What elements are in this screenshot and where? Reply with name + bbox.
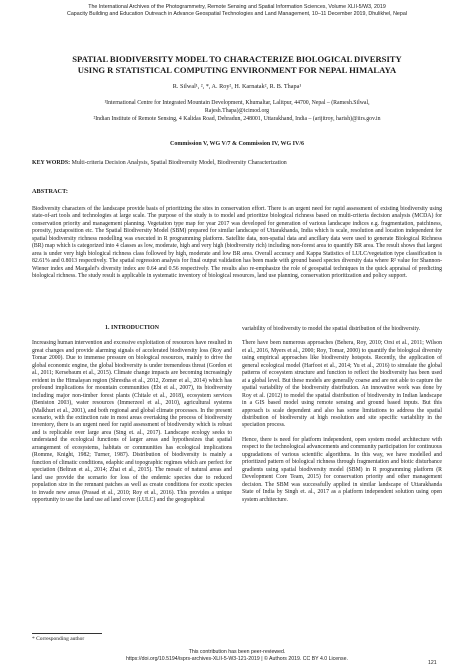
- affiliation-1-line1: ¹International Centre for Integrated Mountain Development, Khumaltar, Lalitpur, 44700, Nepal – (Ramesh.Silwal,: [104, 100, 370, 106]
- page-number: 121: [428, 660, 437, 666]
- author-list: R. Silwal¹, ², *, A. Roy², H. Karnatak², R. B. Thapa¹: [172, 83, 302, 90]
- commission-line: Commission V, WG V/7 & Commission IV, WG IV/6: [169, 141, 305, 147]
- keywords-text: Multi-criteria Decision Analysis, Spatial Biodiversity Model, Biodiversity Characterization: [70, 160, 287, 166]
- affiliation-1-line2: Rajesh.Thapa)@icimod.org: [204, 108, 270, 114]
- intro-paragraph-continued: variability of biodiversity to model the spatial distribution of the biodiversity.: [242, 326, 421, 332]
- footer-peer-reviewed: This contribution has been peer-reviewed.: [188, 649, 286, 655]
- affiliation-2: ²Indian Institute of Remote Sensing, 4 Kalidas Road, Dehradun, 248001, Uttarakhand, India – (arijitroy, harish)@iirs.gov.in: [93, 116, 381, 122]
- footnote-corresponding-author: * Corresponding author: [32, 636, 85, 642]
- title-line2: USING R STATISTICAL COMPUTING ENVIRONMENT FOR NEPAL HIMALAYA: [77, 65, 397, 75]
- keywords-label: KEY WORDS:: [32, 160, 71, 166]
- abstract-heading: ABSTRACT:: [32, 188, 68, 195]
- left-column: [32, 325, 232, 511]
- section-heading-introduction: 1. INTRODUCTION: [104, 325, 159, 331]
- keywords: [32, 160, 442, 166]
- footnote-rule: [32, 633, 102, 634]
- intro-paragraph-3: Hence, there is need for platform independent, open system model architecture with respect to the technological advancements and community participation for continuous upgradations of various scientific algorithms. In this way, we have modelled and prioritized pattern of biological richness through fragmentation and biotic disturbance gradients using spatial biodiversity model (SBM) in R programming platform (R Development Core Team, 2015) for conservation priority and other management decision. The SBM was successfully applied in similar landscape of Uttarakhanda State of India by Singh et. al., 2017 as a platform independent solution using open system architecture.: [242, 436, 442, 503]
- intro-paragraph-2: There have been numerous approaches (Behera, Roy, 2010; Orsi et al., 2011; Wilson et al., 2016, Myers et al., 2000; Roy, Tomar, 2000) to quantify the biological diversity using empirical approaches like biodiversity hotspots. Recently, the application of general ecological model (Harfoot et al., 2014; Yu et al., 2016) to simulate the global patterns of ecosystem structure and function to reflect the biodiversity has been used at a global level. But these models are generally coarse and are not able to capture the spatial variability of the biodiversity distribution. An innovative work was done by Roy et al. (2012) to model the spatial distribution of biodiversity in Indian landscape in a GIS based model using remote sensing and ground based inputs. But this approach is scale dependent and also has some limitations to address the spatial distribution of biodiversity at high resolution and site specific variability in the speciation process.: [242, 340, 442, 429]
- title-line1: SPATIAL BIODIVERSITY MODEL TO CHARACTERIZE BIOLOGICAL DIVERSITY: [72, 54, 402, 64]
- intro-paragraph-1: Increasing human intervention and excessive exploitation of resources have resulted in great changes and provide alarming signals of accelerated biodiversity loss (Roy and Tomar 2000). Due to immense pressure on biological resources, mainly to drive the global economic engine, the global biodiversity is under tremendous threat (Gordon et al., 2011; Kersebaum et al., 2015). Climate change impacts are becoming increasingly evident in the Himalayan region (Shrestha et al., 2012, Zomer et al., 2014) which has profound implications for mountain communities (Ebi et al., 2007), its biodiversity including major non-timber forest plants (Chitale et al., 2018), ecosystem services (Beniston 2003), water resources (Immerzeel et al., 2010), agricultural systems (Malkhuri et al., 2001), and both regional and global climate processes. In the present scenario, with the extinction rate in most areas overtaking the process of biodiversity inventory, there is an urgent need for rapid assessment of biodiversity which is robust and is replicable over large area (Sing et. al., 2017). Landscape ecology seeks to understand the ecological functions of larger areas and hypothesizes that spatial arrangement of ecosystems, habitats or communities has ecological implications (Romme, Knight, 1982; Turner, 1987). Distribution of biodiversity is mainly a function of climatic conditions, edaphic and topographic regimes which are perfect for speciation (Beltran et al., 2014; Zhai et al., 2015). The mosaic of natural areas and land use provide the scenario for loss of the endemic species due to reduced population size in the remnant patches as well as create conditions for exotic species to invade new areas (Prasad et al., 2010; Roy et al., 2016). This provides a unique opportunity to use the land use ad land cover (LULC) and the geographical: [32, 340, 232, 503]
- running-header-line2: Capacity Building and Education Outreach in Advance Geospatial Technologies and Land Management, 10–11 December 2019, Dhulikhel, Nepal: [67, 11, 407, 17]
- running-header-line1: The International Archives of the Photogrammetry, Remote Sensing and Spatial Information Sciences, Volume XLII-5/W3, 2019: [88, 4, 386, 10]
- paper-title: [25, 54, 449, 76]
- footer-doi-link[interactable]: https://doi.org/10.5194/isprs-archives-XLII-5-W3-121-2019 | © Authors 2019. CC BY 4.0 License.: [126, 656, 348, 662]
- right-column: [242, 326, 442, 511]
- abstract-body: Biodiversity characters of the landscape provide basis of prioritizing the sites in conservation effort. There is an urgent need for rapid assessment of existing biodiversity using state-of-art tools and technologies at large scale. The purpose of the study is to model and prioritize biological richness based on multi-criteria decision analysis (MCDA) for conservation priority and management planning. Vegetation type map for year 2017 was developed for generation of various landscape indices e.g. fragmentation, patchiness, porosity, juxtaposition etc. The Spatial Biodiversity Model (SBM) prepared for similar landscape of Uttarakhanda, India which is scale, resolution and location independent for spatial biodiversity richness modelling was executed in R programming platform. Satellite data, non-spatial data and ancillary data were used to generate Biological Richness (BR) map which is categorized into 4 classes as low, moderate, high and very high (biodiversity rich) including non-forest area to quantify BR area. The result shows that largest area is under very high biological richness class followed by high, moderate and low BR area. Overall accuracy and Kappa Statistics of LULC/vegetation type classification is 82.61% and 0.8013 respectively. The spatial regression analysis for final output validation has been made with ground based species diversity data where R² value for Shannon-Wiener index and Margalef's diversity index are 0.64 and 0.56 respectively. The results also re-emphasize the role of geospatial techniques in the quick appraisal of predicting biological richness. The study result is applicable in systematic inventory of biological resources, land use planning, conservation prioritization and policy support.: [32, 206, 442, 280]
